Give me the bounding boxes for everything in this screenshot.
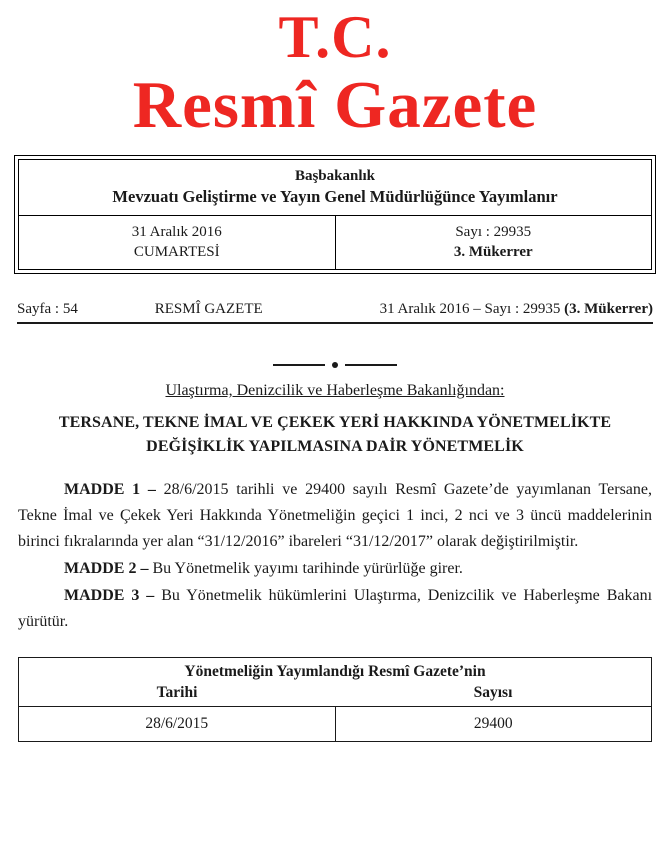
ornament-dot-icon [332, 362, 338, 368]
article-label: MADDE 1 – [64, 481, 164, 498]
ornament-rule-left [273, 364, 325, 366]
article-label: MADDE 3 – [64, 587, 162, 604]
masthead-title-tc: T.C. [278, 4, 392, 70]
column-header-number: Sayısı [473, 684, 513, 701]
issue-date-cell [19, 216, 336, 269]
issue-repeat-note: 3. Mükerrer [453, 244, 533, 260]
cell-date: 28/6/2015 [19, 707, 336, 741]
source-gazette-table-title: Yönetmeliğin Yayımlandığı Resmî Gazete’nin [184, 663, 486, 680]
masthead-title-resmi-gazete: Resmî Gazete [132, 68, 538, 142]
issue-date: 31 Aralık 2016 [131, 224, 222, 240]
issue-weekday: CUMARTESİ [133, 244, 220, 260]
running-header-issue [380, 301, 653, 318]
gazette-info-box-inner [18, 159, 652, 270]
article-paragraph [18, 556, 652, 582]
source-gazette-table-columns [19, 682, 651, 703]
column-header-date: Tarihi [156, 684, 198, 701]
publisher-authority: Başbakanlık [294, 168, 376, 184]
article-label: MADDE 2 – [64, 560, 153, 577]
section-ornament [0, 362, 670, 368]
document-body [18, 477, 652, 635]
issue-number-cell [336, 216, 652, 269]
running-header [17, 301, 653, 324]
article-text: Bu Yönetmelik hükümlerini Ulaştırma, Denizcilik ve Haberleşme Bakanı yürütür. [18, 587, 653, 630]
masthead [0, 0, 670, 142]
source-gazette-table [18, 657, 652, 742]
ornament-rule-right [345, 364, 397, 366]
article-text: 28/6/2015 tarihli ve 29400 sayılı Resmî Gazete’de yayımlanan Tersane, Tekne İmal ve Çekek Yeri Hakkında Yönetmeliğin geçici 1 inci, 2 nci ve 3 üncü maddelerinin birinci fıkralarında yer alan “31/12/2016” ibareleri “31/12/2017” olarak değiştirilmiştir. [18, 481, 653, 550]
publisher-block [19, 160, 651, 216]
article-text: Bu Yönetmelik yayımı tarihinde yürürlüğe girer. [152, 560, 463, 577]
gazette-info-box [14, 155, 656, 274]
running-header-issue-text: 31 Aralık 2016 – Sayı : 29935 [379, 301, 565, 317]
table-row [19, 707, 651, 741]
page-number: Sayfa : 54 [17, 301, 78, 317]
cell-number: 29400 [473, 715, 513, 732]
issue-details-row [19, 216, 651, 269]
article-paragraph [18, 477, 652, 555]
document-title-line-1: TERSANE, TEKNE İMAL VE ÇEKEK YERİ HAKKINDA YÖNETMELİKTE [58, 414, 612, 431]
document-title-line-2: DEĞİŞİKLİK YAPILMASINA DAİR YÖNETMELİK [146, 438, 524, 455]
article-paragraph [18, 583, 652, 635]
issuing-ministry: Ulaştırma, Denizcilik ve Haberleşme Bakanlığından: [165, 382, 505, 399]
running-header-issue-note: (3. Mükerrer) [564, 301, 653, 317]
issue-number: Sayı : 29935 [455, 224, 532, 240]
publisher-department: Mevzuatı Geliştirme ve Yayın Genel Müdürlüğünce Yayımlanır [112, 187, 558, 206]
running-header-title: RESMÎ GAZETE [154, 301, 263, 317]
document-title [0, 411, 670, 459]
source-gazette-table-header [19, 658, 651, 707]
